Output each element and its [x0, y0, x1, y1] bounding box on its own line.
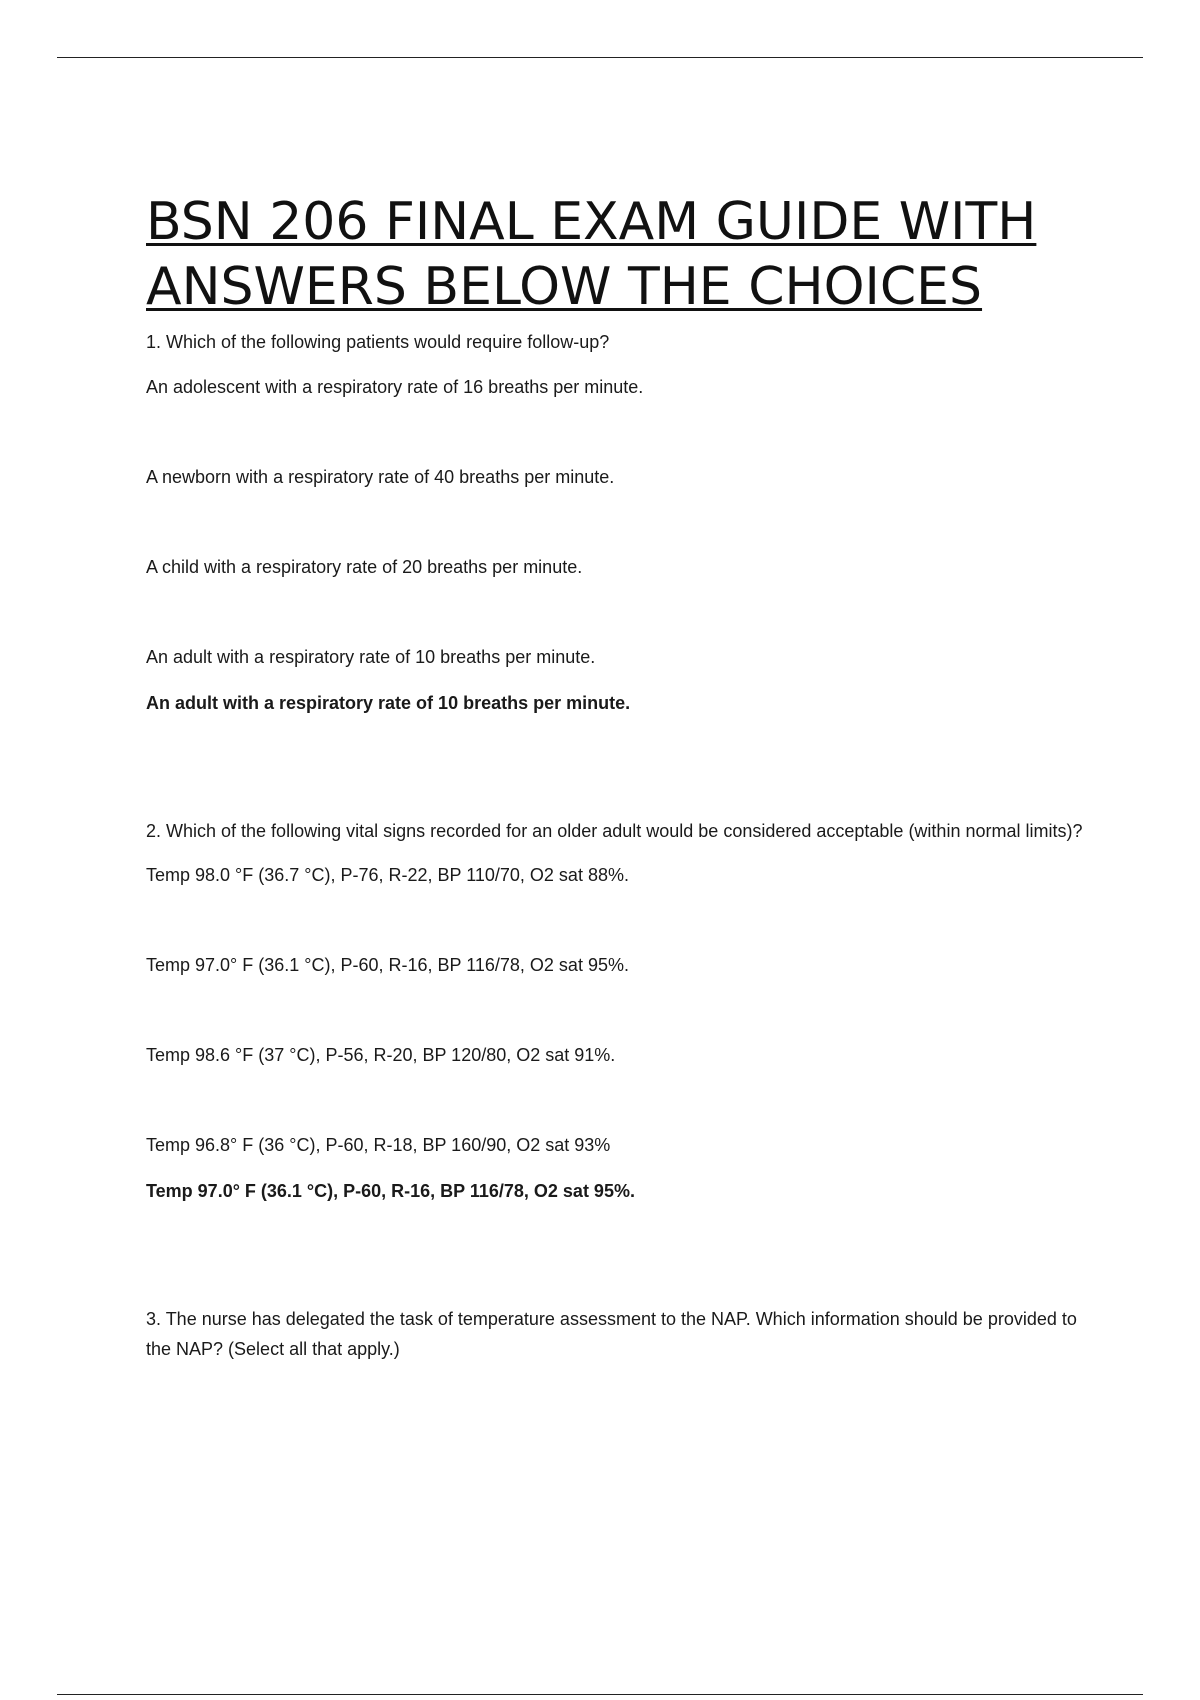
question-2-choice-c: Temp 98.6 °F (37 °C), P-56, R-20, BP 120/80, O2 sat 91%.: [146, 1045, 616, 1065]
question-1-choice-a: An adolescent with a respiratory rate of 16 breaths per minute.: [146, 377, 644, 397]
question-1: [146, 327, 1106, 718]
question-1-choice-b: A newborn with a respiratory rate of 40 breaths per minute.: [146, 467, 615, 487]
question-2: [146, 816, 1106, 1206]
document-body: [146, 190, 1106, 1364]
question-1-answer: An adult with a respiratory rate of 10 breaths per minute.: [146, 693, 631, 713]
question-2-answer: Temp 97.0° F (36.1 °C), P-60, R-16, BP 116/78, O2 sat 95%.: [146, 1181, 635, 1201]
question-1-text: 1. Which of the following patients would require follow-up?: [146, 332, 610, 352]
question-1-choice-c: A child with a respiratory rate of 20 breaths per minute.: [146, 557, 583, 577]
question-2-choice-a: Temp 98.0 °F (36.7 °C), P-76, R-22, BP 110/70, O2 sat 88%.: [146, 865, 629, 885]
question-1-choice-d: An adult with a respiratory rate of 10 breaths per minute.: [146, 647, 596, 667]
question-3-text: 3. The nurse has delegated the task of temperature assessment to the NAP. Which information should be provided to the NAP? (Select all that apply.): [146, 1309, 1077, 1359]
document-title: BSN 206 FINAL EXAM GUIDE WITH ANSWERS BELOW THE CHOICES: [146, 192, 1037, 317]
question-2-choice-d: Temp 96.8° F (36 °C), P-60, R-18, BP 160/90, O2 sat 93%: [146, 1135, 611, 1155]
header-rule: [57, 57, 1143, 58]
question-2-choice-b: Temp 97.0° F (36.1 °C), P-60, R-16, BP 116/78, O2 sat 95%.: [146, 955, 629, 975]
question-2-text: 2. Which of the following vital signs recorded for an older adult would be considered acceptable (within normal limits)?: [146, 821, 1083, 841]
question-3: [146, 1304, 1106, 1364]
footer-rule: [57, 1694, 1143, 1695]
